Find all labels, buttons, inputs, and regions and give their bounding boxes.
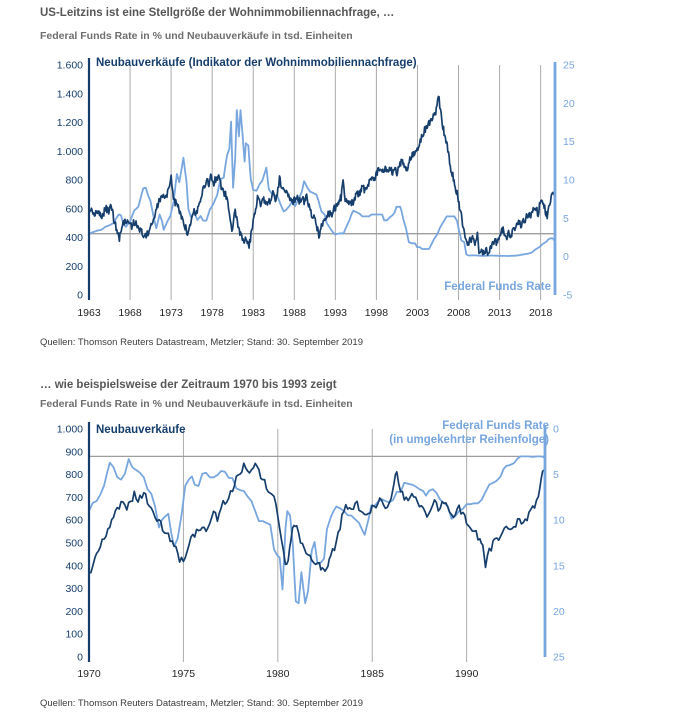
left-tick-label: 800 xyxy=(65,174,83,187)
chart2-legend-neubauverkaeufe: Neubauverkäufe xyxy=(96,424,186,436)
chart1-source: Quellen: Thomson Reuters Datastream, Metzler; Stand: 30. September 2019 xyxy=(40,337,363,348)
right-tick-label: -5 xyxy=(563,289,573,302)
right-tick-label: 5 xyxy=(563,212,569,225)
left-tick-label: 900 xyxy=(65,446,83,459)
right-tick-label: 20 xyxy=(563,97,575,110)
series-neubauverkaeufe-chart1 xyxy=(89,97,555,256)
x-tick-label: 1998 xyxy=(364,307,389,319)
left-tick-label: 1.400 xyxy=(56,88,83,101)
left-tick-label: 1.600 xyxy=(56,59,83,72)
x-tick-label: 1988 xyxy=(282,307,306,319)
left-tick-label: 0 xyxy=(77,289,83,302)
chart1-legend-neubauverkaeufe: Neubauverkäufe (Indikator der Wohnimmobiliennachfrage) xyxy=(96,57,417,69)
right-tick-label: 10 xyxy=(553,514,565,527)
x-tick-label: 2018 xyxy=(528,307,553,319)
left-tick-label: 600 xyxy=(65,203,83,216)
x-tick-label: 1963 xyxy=(77,307,101,319)
left-tick-label: 700 xyxy=(65,491,83,504)
left-tick-label: 100 xyxy=(65,628,83,641)
left-tick-label: 200 xyxy=(65,605,83,618)
chart2-source: Quellen: Thomson Reuters Datastream, Metzler; Stand: 30. September 2019 xyxy=(40,698,363,709)
chart1-title: US-Leitzins ist eine Stellgröße der Wohnimmobiliennachfrage, … xyxy=(40,7,395,19)
x-tick-label: 1985 xyxy=(360,668,384,680)
right-tick-label: 25 xyxy=(563,59,575,72)
left-tick-label: 600 xyxy=(65,514,83,527)
left-tick-label: 400 xyxy=(65,232,83,244)
x-tick-label: 1980 xyxy=(266,668,290,680)
x-tick-label: 2008 xyxy=(446,307,471,319)
x-tick-label: 2003 xyxy=(405,307,430,319)
x-tick-label: 1978 xyxy=(200,307,224,319)
chart2-subtitle: Federal Funds Rate in % und Neubauverkäufe in tsd. Einheiten xyxy=(40,398,353,410)
left-tick-label: 800 xyxy=(65,469,83,482)
right-tick-label: 15 xyxy=(563,136,575,149)
x-tick-label: 2013 xyxy=(487,307,512,319)
x-tick-label: 1983 xyxy=(241,307,265,319)
left-tick-label: 1.000 xyxy=(56,423,83,436)
x-tick-label: 1968 xyxy=(118,307,142,319)
right-tick-label: 0 xyxy=(553,423,559,436)
chart2-legend-fedfunds-line1: Federal Funds Rate xyxy=(442,420,549,432)
right-tick-label: 10 xyxy=(563,174,575,187)
left-tick-label: 1.000 xyxy=(56,145,83,158)
right-tick-label: 5 xyxy=(553,469,559,482)
left-tick-label: 1.200 xyxy=(56,117,83,129)
right-tick-label: 15 xyxy=(553,560,565,573)
chart1-plot xyxy=(0,0,676,335)
chart2-title: … wie beispielsweise der Zeitraum 1970 bis 1993 zeigt xyxy=(40,379,337,391)
series-fedfunds-chart2 xyxy=(89,456,545,603)
x-tick-label: 1970 xyxy=(77,668,101,680)
left-tick-label: 200 xyxy=(65,260,83,273)
left-tick-label: 0 xyxy=(77,651,83,664)
chart2-legend-fedfunds-line2: (in umgekehrter Reihenfolge) xyxy=(389,434,549,446)
left-tick-label: 400 xyxy=(65,560,83,573)
chart2-plot xyxy=(0,360,676,690)
x-tick-label: 1993 xyxy=(323,307,348,319)
chart1-subtitle: Federal Funds Rate in % und Neubauverkäufe in tsd. Einheiten xyxy=(40,30,353,42)
left-tick-label: 300 xyxy=(65,583,83,596)
chart1-legend-fedfunds: Federal Funds Rate xyxy=(444,281,551,293)
chart2-legend-fedfunds xyxy=(389,419,549,447)
right-tick-label: 20 xyxy=(553,605,565,618)
right-tick-label: 0 xyxy=(563,251,569,264)
right-tick-label: 25 xyxy=(553,651,565,664)
x-tick-label: 1973 xyxy=(159,307,183,319)
left-tick-label: 500 xyxy=(65,537,83,550)
x-tick-label: 1990 xyxy=(454,668,479,680)
x-tick-label: 1975 xyxy=(171,668,196,680)
